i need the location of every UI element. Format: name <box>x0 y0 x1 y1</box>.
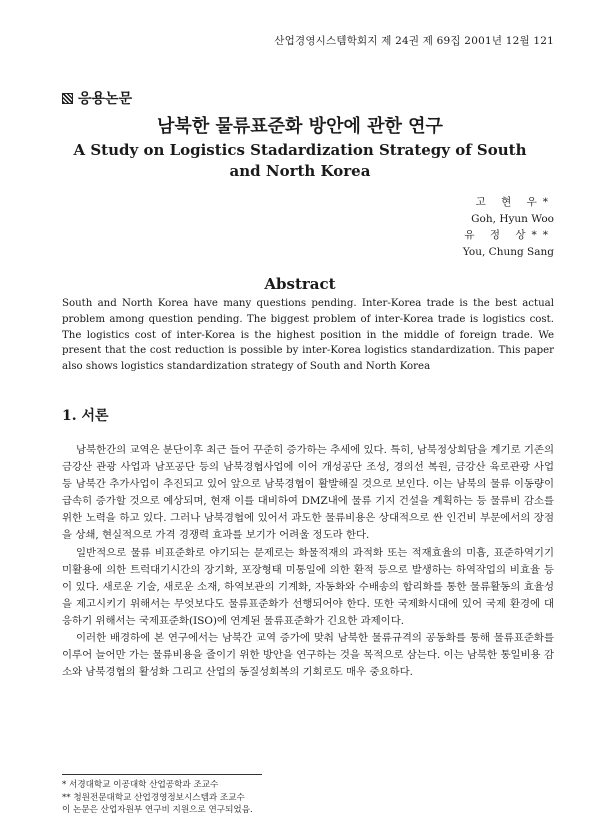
section-tag <box>62 88 132 108</box>
title-korean: 남북한 물류표준화 방안에 관한 연구 <box>157 116 443 137</box>
section-heading: 1. 서론 <box>62 408 109 424</box>
paragraph: 남북한간의 교역은 분단이후 최근 들어 꾸준히 증가하는 추세에 있다. 특히, 남북정상회담을 계기로 기존의 금강산 관광 사업과 남포공단 등의 남북경협사업에 이어 개성공단 조성, 경의선 복원, 금강산 육로관광 사업 등 남북간 추가사업이 추진되고 있어 앞으로 남북경협이 활발해질 것으로 보인다. 이는 남북의 물류 이동량이 급속히 증가할 것으로 예상되며, 현재 이를 대비하여 DMZ내에 물류 기지 건설을 계획하는 등 물류비 감소를 위한 노력을 하고 있다. 그러나 남북경협에 있어서 과도한 물류비용은 상대적으로 싼 인건비 부문에서의 장점을 상쇄, 현실적으로 가격 경쟁력 효과를 보기가 어려울 정도라 한다. <box>62 444 554 542</box>
footnote-divider <box>62 774 262 775</box>
footnote: ** 청원전문대학교 산업경영정보시스템과 조교수 <box>62 792 245 803</box>
footnotes <box>62 779 542 817</box>
paragraph: 일반적으로 물류 비표준화로 야기되는 문제로는 화물적재의 과적화 또는 적재효율의 미흡, 표준하역기기 미활용에 의한 트럭대기시간의 장기화, 포장형태 미통일에 의한 환적 등으로 발생하는 하역작업의 비효율 등이 있다. 새로운 기술, 새로운 소재, 하역보관의 기계화, 자동화와 수배송의 합리화를 통한 물류활동의 효율성을 제고시키기 위해서는 무엇보다도 물류표준화가 선행되어야 한다. 또한 국제화시대에 있어 국제 환경에 대응하기 위해서는 국제표준화(ISO)에 연계된 물류표준화가 긴요한 과제이다. <box>62 546 554 627</box>
body-text <box>62 442 554 681</box>
running-head: 산업경영시스템학회지 제 24권 제 69집 2001년 12월 121 <box>274 35 554 47</box>
author-2-korean: 유 정 상** <box>464 229 554 241</box>
abstract-body: South and North Korea have many questions pending. Inter-Korea trade is the best actual problem among question pending. The biggest problem of inter-Korea trade is logistics cost. The logistics cost of inter-Korea is the highest position in the middle of foreign trade. We present that the cost reduction is possible by inter-Korea logistics standardization. This paper also shows logistics standardization strategy of South and North Korea <box>62 298 554 373</box>
footnote: * 서경대학교 이공대학 산업공학과 조교수 <box>62 780 219 790</box>
abstract-heading: Abstract <box>264 275 336 293</box>
author-1-english: Goh, Hyun Woo <box>471 212 554 225</box>
footnote: 이 논문은 산업자원부 연구비 지원으로 연구되었음. <box>62 805 253 815</box>
author-block <box>463 194 554 260</box>
author-2-english: You, Chung Sang <box>462 245 554 258</box>
section-tag-label: 응용논문 <box>78 91 133 107</box>
paragraph: 이러한 배경하에 본 연구에서는 남북간 교역 증가에 맞춰 남북한 물류규격의 공동화를 통해 물류표준화를 이루어 늘어만 가는 물류비용을 줄이기 위한 방안을 연구하는 것을 목적으로 삼는다. 이는 남북한 통일비용 감소와 남북경협의 활성화 그리고 산업의 동질성회복의 기회로도 매우 중요하다. <box>62 632 554 679</box>
author-1-korean: 고 현 우* <box>475 196 554 208</box>
title-english: A Study on Logistics Stadardization Strategy of South and North Korea <box>73 141 527 180</box>
hatched-square-icon <box>62 93 73 104</box>
